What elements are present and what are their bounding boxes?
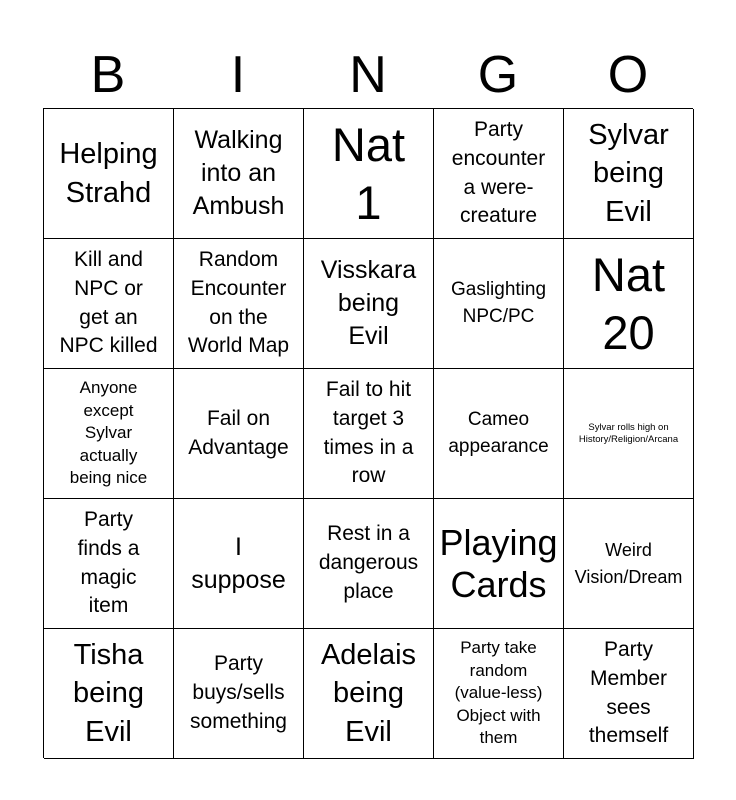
bingo-cell-r1-c5[interactable] [564, 109, 694, 239]
bingo-cell-r4-c5[interactable] [564, 499, 694, 629]
cell-text: Nat 20 [591, 248, 666, 359]
bingo-cell-r5-c2[interactable] [174, 629, 304, 759]
cell-text: Random Encounter on the World Map [187, 247, 290, 358]
cell-text: Party finds a magic item [77, 507, 140, 618]
header-letter-o: O [607, 46, 649, 104]
bingo-cell-r3-c1[interactable] [44, 369, 174, 499]
cell-text: Adelais being Evil [320, 639, 417, 748]
bingo-cell-r3-c2[interactable] [174, 369, 304, 499]
cell-text: Tisha being Evil [73, 639, 144, 748]
cell-text: Fail on Advantage [188, 406, 289, 459]
cell-text: Sylvar being Evil [588, 119, 669, 228]
cell-text: Gaslighting NPC/PC [450, 278, 547, 327]
bingo-cell-r3-c5[interactable] [564, 369, 694, 499]
bingo-cell-r5-c4[interactable] [434, 629, 564, 759]
bingo-cell-r2-c4[interactable] [434, 239, 564, 369]
bingo-cell-r5-c3[interactable] [304, 629, 434, 759]
header-letter-g: G [477, 46, 519, 104]
cell-text: I suppose [191, 532, 286, 594]
bingo-cell-r1-c3[interactable] [304, 109, 434, 239]
bingo-cell-r2-c3[interactable] [304, 239, 434, 369]
header-letter-b: B [90, 46, 126, 104]
header-letter-n: N [349, 46, 387, 104]
bingo-cell-r1-c2[interactable] [174, 109, 304, 239]
cell-text: Nat 1 [331, 118, 406, 229]
cell-text: Walking into an Ambush [192, 126, 285, 220]
bingo-cell-r2-c5[interactable] [564, 239, 694, 369]
bingo-header [43, 42, 693, 108]
cell-text: Helping Strahd [59, 138, 158, 209]
cell-text: Party take random (value-less) Object with them [454, 638, 543, 748]
bingo-cell-r4-c2[interactable] [174, 499, 304, 629]
cell-text: Fail to hit target 3 times in a row [323, 377, 414, 488]
bingo-cell-r3-c4[interactable] [434, 369, 564, 499]
cell-text: Kill and NPC or get an NPC killed [59, 247, 158, 358]
cell-text: Playing Cards [439, 521, 558, 605]
cell-text: Sylvar rolls high on History/Religion/Arcana [578, 422, 679, 445]
bingo-cell-r4-c4[interactable] [434, 499, 564, 629]
bingo-cell-r1-c4[interactable] [434, 109, 564, 239]
cell-text: Visskara being Evil [320, 256, 417, 350]
bingo-board [43, 108, 693, 758]
cell-text: Rest in a dangerous place [318, 522, 419, 603]
header-letter-i: I [230, 46, 246, 104]
cell-text: Party Member sees themself [588, 637, 669, 748]
bingo-cell-r5-c5[interactable] [564, 629, 694, 759]
bingo-cell-r2-c1[interactable] [44, 239, 174, 369]
cell-text: Cameo appearance [448, 408, 549, 457]
bingo-cell-r3-c3[interactable] [304, 369, 434, 499]
bingo-cell-r5-c1[interactable] [44, 629, 174, 759]
cell-text: Party buys/sells something [190, 652, 287, 733]
bingo-cell-r4-c1[interactable] [44, 499, 174, 629]
bingo-cell-r4-c3[interactable] [304, 499, 434, 629]
bingo-cell-r1-c1[interactable] [44, 109, 174, 239]
cell-text: Weird Vision/Dream [574, 540, 683, 587]
bingo-cell-r2-c2[interactable] [174, 239, 304, 369]
cell-text: Party encounter a were- creature [451, 117, 546, 228]
cell-text: Anyone except Sylvar actually being nice [69, 378, 148, 488]
